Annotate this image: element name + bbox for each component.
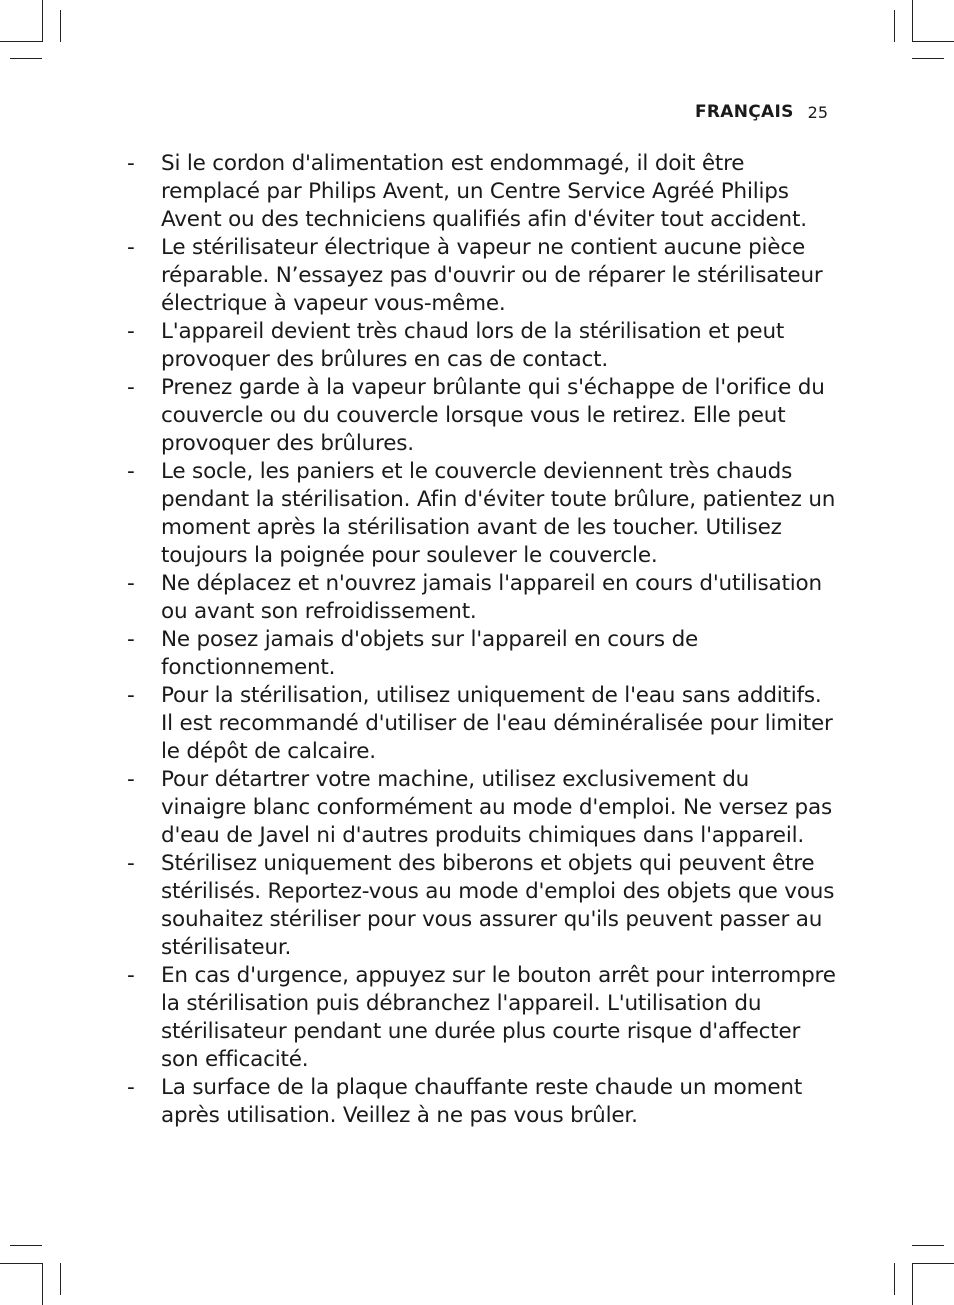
bullet-dash: - — [127, 235, 135, 260]
list-item — [120, 374, 840, 458]
list-item-text: Le socle, les paniers et le couvercle deviennent très chauds pendant la stérilisation. Afin d'éviter toute brûlure, patientez un moment après la stérilisation avant de les toucher. Utilisez toujours la poignée pour soulever le couvercle. — [161, 459, 836, 568]
list-item — [120, 850, 840, 962]
bullet-dash: - — [127, 963, 135, 988]
crop-mark — [42, 0, 43, 42]
crop-mark — [912, 1263, 913, 1305]
crop-mark — [42, 1263, 43, 1305]
list-item-text: Ne posez jamais d'objets sur l'appareil en cours de fonctionnement. — [161, 627, 699, 680]
list-item-text: Stérilisez uniquement des biberons et objets qui peuvent être stérilisés. Reportez-vous au mode d'emploi des objets que vous souhaitez stériliser pour vous assurer qu'ils peuvent passer au stérilisateur. — [161, 851, 835, 960]
list-item — [120, 458, 840, 570]
list-item — [120, 1074, 840, 1130]
crop-mark — [0, 41, 42, 42]
bullet-dash: - — [127, 1075, 135, 1100]
list-item-text: L'appareil devient très chaud lors de la stérilisation et peut provoquer des brûlures en cas de contact. — [161, 319, 785, 372]
crop-mark — [912, 0, 913, 42]
bullet-dash: - — [127, 683, 135, 708]
bullet-dash: - — [127, 375, 135, 400]
list-item — [120, 682, 840, 766]
bullet-dash: - — [127, 767, 135, 792]
crop-mark — [60, 1263, 61, 1295]
list-item-text: Pour la stérilisation, utilisez uniquement de l'eau sans additifs. Il est recommandé d'utiliser de l'eau déminéralisée pour limiter le dépôt de calcaire. — [161, 683, 833, 764]
crop-mark — [894, 10, 895, 42]
bullet-dash: - — [127, 459, 135, 484]
list-item — [120, 570, 840, 626]
crop-mark — [0, 1263, 42, 1264]
list-item-text: Pour détartrer votre machine, utilisez exclusivement du vinaigre blanc conformément au mode d'emploi. Ne versez pas d'eau de Javel ni d'autres produits chimiques dans l'appareil. — [161, 767, 832, 848]
crop-mark — [60, 10, 61, 42]
crop-mark — [912, 41, 954, 42]
crop-mark — [912, 1245, 944, 1246]
list-item-text: Si le cordon d'alimentation est endommagé, il doit être remplacé par Philips Avent, un Centre Service Agréé Philips Avent ou des techniciens qualifiés afin d'éviter tout accident. — [161, 151, 807, 232]
bullet-dash: - — [127, 151, 135, 176]
crop-mark — [912, 1263, 954, 1264]
crop-mark — [912, 58, 944, 59]
page-header — [600, 100, 828, 124]
bullet-dash: - — [127, 571, 135, 596]
language-label: FRANÇAIS — [694, 102, 794, 122]
bullet-dash: - — [127, 851, 135, 876]
crop-mark — [10, 1245, 42, 1246]
list-item-text: En cas d'urgence, appuyez sur le bouton arrêt pour interrompre la stérilisation puis débranchez l'appareil. L'utilisation du stérilisateur pendant une durée plus courte risque d'affecter son efficacité. — [161, 963, 836, 1072]
list-item — [120, 626, 840, 682]
safety-warnings-list — [120, 150, 840, 1130]
list-item — [120, 150, 840, 234]
list-item-text: Le stérilisateur électrique à vapeur ne contient aucune pièce réparable. N’essayez pas d'ouvrir ou de réparer le stérilisateur électrique à vapeur vous-même. — [161, 235, 823, 316]
list-item-text: La surface de la plaque chauffante reste chaude un moment après utilisation. Veillez à ne pas vous brûler. — [161, 1075, 803, 1128]
page-number: 25 — [807, 102, 828, 122]
list-item — [120, 318, 840, 374]
list-item-text: Ne déplacez et n'ouvrez jamais l'appareil en cours d'utilisation ou avant son refroidissement. — [161, 571, 822, 624]
crop-mark — [894, 1263, 895, 1295]
list-item — [120, 766, 840, 850]
crop-mark — [10, 58, 42, 59]
list-item — [120, 962, 840, 1074]
bullet-dash: - — [127, 627, 135, 652]
bullet-dash: - — [127, 319, 135, 344]
list-item — [120, 234, 840, 318]
list-item-text: Prenez garde à la vapeur brûlante qui s'échappe de l'orifice du couvercle ou du couvercle lorsque vous le retirez. Elle peut provoquer des brûlures. — [161, 375, 825, 456]
